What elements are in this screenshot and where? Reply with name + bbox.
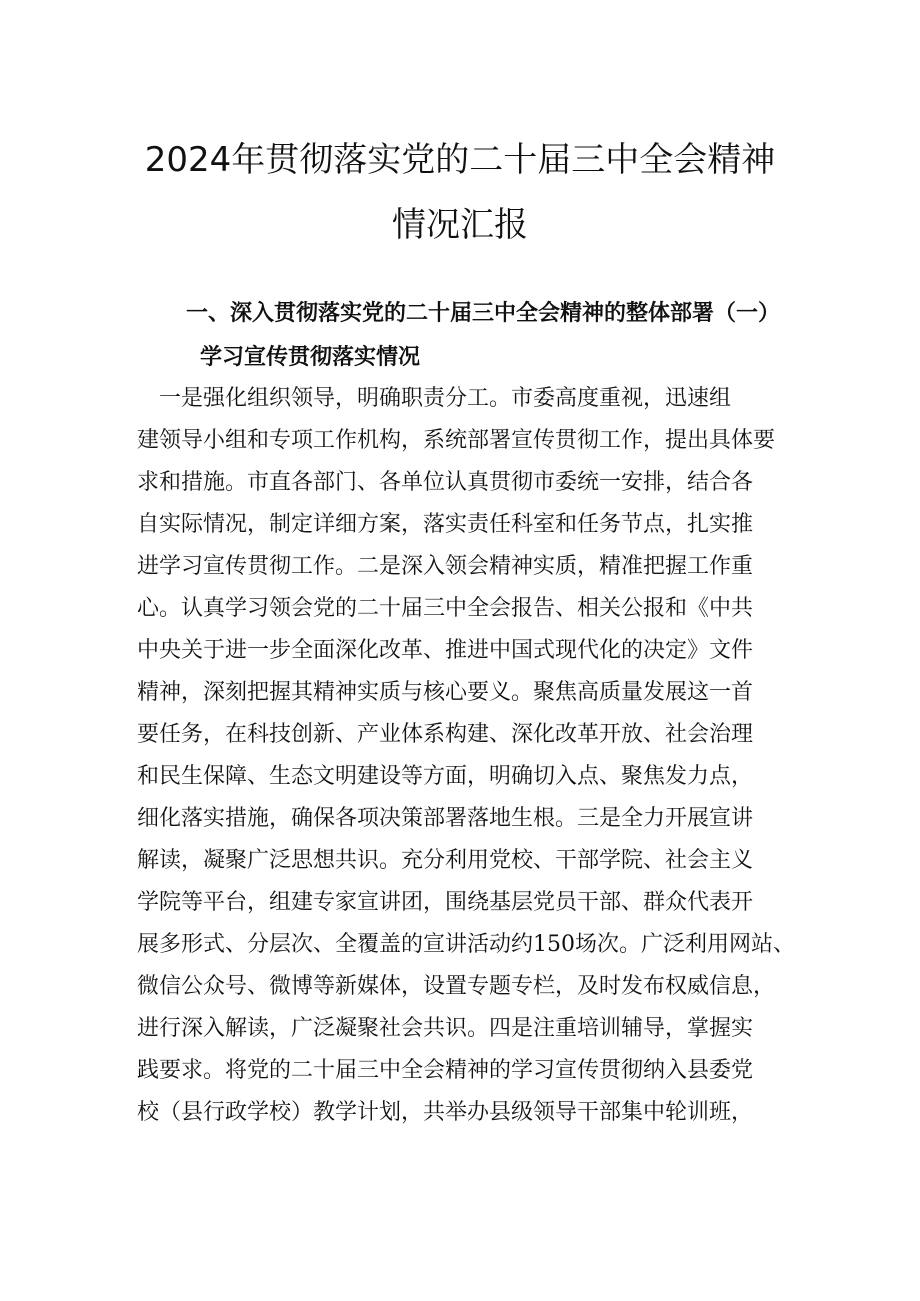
body-line: 践要求。将党的二十届三中全会精神的学习宣传贯彻纳入县委党: [137, 1058, 754, 1083]
body-line: 解读，凝聚广泛思想共识。充分利用党校、干部学院、社会主义: [137, 848, 754, 873]
section-heading-line-2: 学习宣传贯彻落实情况: [200, 344, 421, 370]
body-line: 自实际情况，制定详细方案，落实责任科室和任务节点，扎实推: [137, 512, 754, 537]
body-line: 进行深入解读，广泛凝聚社会共识。四是注重培训辅导，掌握实: [137, 1016, 754, 1041]
body-line: 中央关于进一步全面深化改革、推进中国式现代化的决定》文件: [137, 638, 754, 663]
body-line: 建领导小组和专项工作机构，系统部署宣传贯彻工作，提出具体要: [137, 428, 776, 453]
body-line: 要任务，在科技创新、产业体系构建、深化改革开放、社会治理: [137, 722, 754, 747]
body-line: 校（县行政学校）教学计划，共举办县级领导干部集中轮训班，: [137, 1100, 754, 1125]
body-line: 精神，深刻把握其精神实质与核心要义。聚焦高质量发展这一首: [137, 680, 754, 705]
body-line: 微信公众号、微博等新媒体，设置专题专栏，及时发布权威信息，: [137, 974, 776, 999]
section-heading-line-1: 一、深入贯彻落实党的二十届三中全会精神的整体部署（一）: [186, 300, 781, 326]
body-line: 细化落实措施，确保各项决策部署落地生根。三是全力开展宣讲: [137, 806, 754, 831]
body-line: 学院等平台，组建专家宣讲团，围绕基层党员干部、群众代表开: [137, 890, 754, 915]
body-line: 和民生保障、生态文明建设等方面，明确切入点、聚焦发力点，: [137, 764, 754, 789]
document-title-line-2: 情况汇报: [392, 205, 528, 245]
body-line: 进学习宣传贯彻工作。二是深入领会精神实质，精准把握工作重: [137, 554, 754, 579]
body-line: 展多形式、分层次、全覆盖的宣讲活动约150场次。广泛利用网站、: [137, 932, 795, 957]
body-line: 心。认真学习领会党的二十届三中全会报告、相关公报和《中共: [137, 596, 754, 621]
body-line: 求和措施。市直各部门、各单位认真贯彻市委统一安排，结合各: [137, 470, 754, 495]
body-line: 一是强化组织领导，明确职责分工。市委高度重视，迅速组: [137, 386, 732, 411]
document-title-line-1: 2024年贯彻落实党的二十届三中全会精神: [144, 140, 776, 180]
